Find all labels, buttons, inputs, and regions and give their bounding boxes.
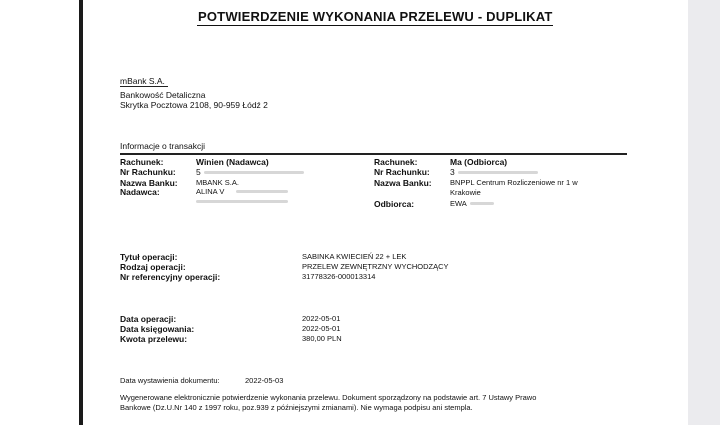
right-background [688, 0, 720, 425]
sender-number-value: 5 [196, 167, 201, 177]
bank-department: Bankowość Detaliczna [120, 90, 206, 100]
redaction [236, 190, 288, 193]
receiver-bank-value-line1: BNPPL Centrum Rozliczeniowe nr 1 w [450, 178, 578, 187]
amount-value: 380,00 PLN [302, 334, 342, 343]
receiver-account-value: Ma (Odbiorca) [450, 157, 508, 167]
redaction [458, 171, 538, 174]
bank-name-rule [120, 86, 168, 87]
operation-title-value: SABINKA KWIECIEŃ 22 + LEK [302, 252, 407, 261]
operation-type-label: Rodzaj operacji: [120, 262, 186, 272]
sender-bank-value: MBANK S.A. [196, 178, 239, 187]
left-margin [0, 0, 79, 425]
bank-name: mBank S.A. [120, 76, 165, 86]
section-label: Informacje o transakcji [120, 141, 206, 151]
issue-date-value: 2022-05-03 [245, 376, 284, 385]
footer-line-2: Bankowe (Dz.U.Nr 140 z 1997 roku, poz.939 z późniejszymi zmianami). Nie wymaga podpisu ani stempla. [120, 403, 473, 412]
receiver-account-label: Rachunek: [374, 157, 418, 167]
issue-date-label: Data wystawienia dokumentu: [120, 376, 220, 385]
sender-party-value: ALINA V [196, 187, 225, 196]
sender-party-label: Nadawca: [120, 187, 160, 197]
booking-date-label: Data księgowania: [120, 324, 195, 334]
receiver-number-value: 3 [450, 167, 455, 177]
redaction [470, 202, 494, 205]
operation-date-label: Data operacji: [120, 314, 177, 324]
receiver-bank-label: Nazwa Banku: [374, 178, 432, 188]
sender-account-label: Rachunek: [120, 157, 164, 167]
title-underline [197, 25, 553, 26]
operation-ref-label: Nr referencyjny operacji: [120, 272, 221, 282]
receiver-party-value: EWA [450, 199, 467, 208]
receiver-party-label: Odbiorca: [374, 199, 415, 209]
amount-label: Kwota przelewu: [120, 334, 188, 344]
operation-ref-value: 31778326-000013314 [302, 272, 376, 281]
operation-type-value: PRZELEW ZEWNĘTRZNY WYCHODZĄCY [302, 262, 449, 271]
receiver-number-label: Nr Rachunku: [374, 167, 430, 177]
document-page [83, 0, 688, 425]
bank-address: Skrytka Pocztowa 2108, 90-959 Łódź 2 [120, 100, 268, 110]
sender-number-label: Nr Rachunku: [120, 167, 176, 177]
section-rule [120, 153, 627, 155]
document-title: POTWIERDZENIE WYKONANIA PRZELEWU - DUPLIKAT [198, 9, 553, 24]
sender-account-value: Winien (Nadawca) [196, 157, 269, 167]
redaction [204, 171, 304, 174]
receiver-bank-value-line2: Krakowie [450, 188, 481, 197]
footer-line-1: Wygenerowane elektronicznie potwierdzenie wykonania przelewu. Dokument sporządzony na podstawie art. 7 Ustawy Prawo [120, 393, 537, 402]
redaction [196, 200, 288, 203]
booking-date-value: 2022-05-01 [302, 324, 341, 333]
sender-bank-label: Nazwa Banku: [120, 178, 178, 188]
operation-date-value: 2022-05-01 [302, 314, 341, 323]
operation-title-label: Tytuł operacji: [120, 252, 178, 262]
